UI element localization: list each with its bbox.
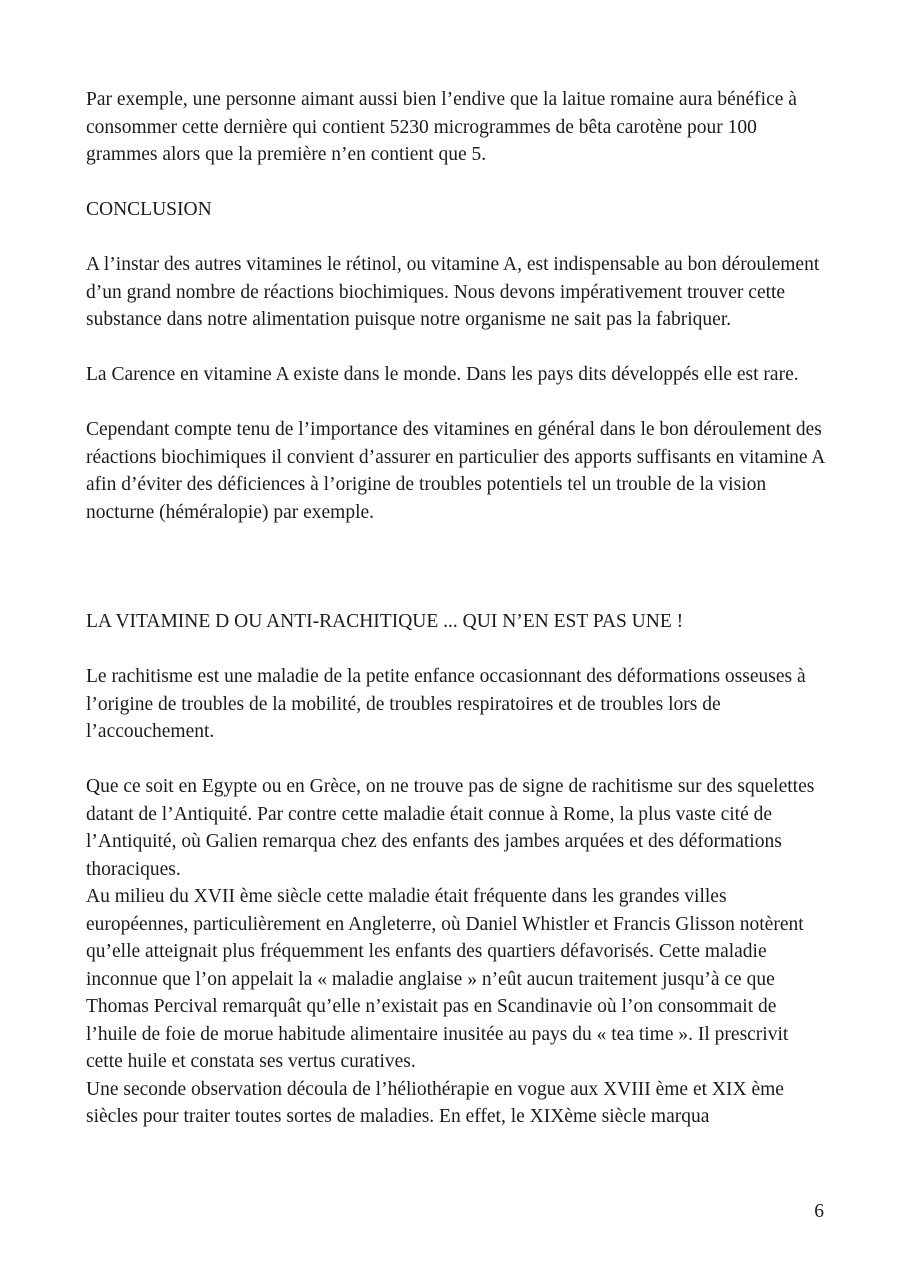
paragraph-heliotherapie: Une seconde observation découla de l’héliothérapie en vogue aux XVIII ème et XIX ème siècles pour traiter toutes sortes de maladies. En effet, le XIXème siècle marqua [86, 1078, 784, 1127]
paragraph-retinol: A l’instar des autres vitamines le rétinol, ou vitamine A, est indispensable au bon déroulement d’un grand nombre de réactions biochimiques. Nous devons impérativement trouver cette substance dans notre alimentation puisque notre organisme ne sait pas la fabriquer. [86, 254, 820, 330]
paragraph-apports-suffisants: Cependant compte tenu de l’importance des vitamines en général dans le bon déroulement des réactions biochimiques il convient d’assurer en particulier des apports suffisants en vitamine A afin d’éviter des déficiences à l’origine de troubles potentiels tel un trouble de la vision nocturne (héméralopie) par exemple. [86, 419, 825, 523]
paragraph-rachitisme-definition: Le rachitisme est une maladie de la petite enfance occasionnant des déformations osseuses à l’origine de troubles de la mobilité, de troubles respiratoires et de troubles lors de l’accouchement. [86, 666, 806, 742]
paragraph-maladie-anglaise: Au milieu du XVII ème siècle cette maladie était fréquente dans les grandes villes européennes, particulièrement en Angleterre, où Daniel Whistler et Francis Glisson notèrent qu’elle atteignait plus fréquemment les enfants des quartiers défavorisés. Cette maladie inconnue que l’on appelait la « maladie anglaise » n’eût aucun traitement jusqu’à ce que Thomas Percival remarquât qu’elle n’existait pas en Scandinavie où l’on consommait de l’huile de foie de morue habitude alimentaire inusitée au pays du « tea time ». Il prescrivit cette huile et constata ses vertus curatives. [86, 886, 804, 1072]
section-heading-vitamine-d: LA VITAMINE D OU ANTI-RACHITIQUE ... QUI N’EN EST PAS UNE ! [86, 611, 684, 632]
paragraph-example-endive: Par exemple, une personne aimant aussi bien l’endive que la laitue romaine aura bénéfice à consommer cette dernière qui contient 5230 microgrammes de bêta carotène pour 100 grammes alors que la première n’en contient que 5. [86, 89, 797, 165]
paragraph-carence: La Carence en vitamine A existe dans le monde. Dans les pays dits développés elle est rare. [86, 364, 799, 385]
section-heading-conclusion: CONCLUSION [86, 199, 212, 220]
page-body [86, 86, 828, 1131]
page-number: 6 [814, 1201, 824, 1222]
paragraph-antiquite: Que ce soit en Egypte ou en Grèce, on ne trouve pas de signe de rachitisme sur des squelettes datant de l’Antiquité. Par contre cette maladie était connue à Rome, la plus vaste cité de l’Antiquité, où Galien remarqua chez des enfants des jambes arquées et des déformations thoraciques. [86, 776, 815, 880]
